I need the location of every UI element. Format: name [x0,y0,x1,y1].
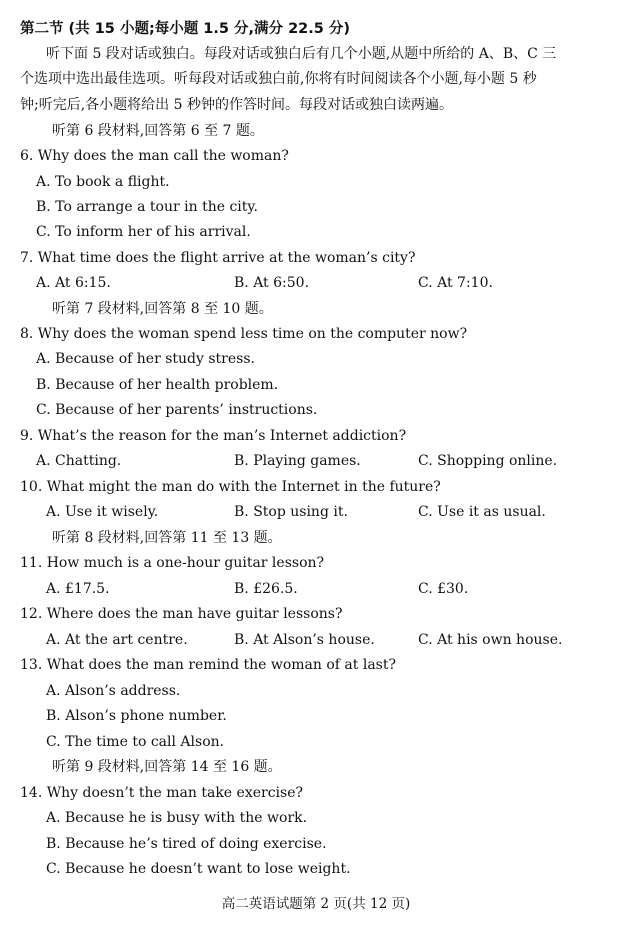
question-stem: 12. Where does the man have guitar lessons? [20,606,343,622]
question-option: A. Chatting. [36,453,122,469]
group-intro: 听第 8 段材料,回答第 11 至 13 题。 [52,530,282,546]
question-option: B. Alson’s phone number. [46,708,227,724]
question-option: B. At Alson’s house. [234,632,375,648]
question-option: B. Playing games. [234,453,361,469]
question-option: B. Stop using it. [234,504,348,520]
question-option: C. At his own house. [418,632,563,648]
question-option: A. £17.5. [46,581,110,597]
question-stem: 7. What time does the flight arrive at the woman’s city? [20,250,416,266]
page-footer: 高二英语试题第 2 页(共 12 页) [221,896,411,912]
group-intro: 听第 6 段材料,回答第 6 至 7 题。 [52,123,264,139]
question-stem: 14. Why doesn’t the man take exercise? [20,785,303,801]
question-stem: 8. Why does the woman spend less time on the computer now? [20,326,468,342]
question-option: C. To inform her of his arrival. [36,224,251,240]
question-option: B. Because of her health problem. [36,377,279,393]
question-option: C. £30. [418,581,469,597]
question-option: A. At the art centre. [46,632,188,648]
question-option: A. At 6:15. [36,275,111,291]
question-option: C. Because he doesn’t want to lose weight. [46,861,351,877]
group-intro: 听第 7 段材料,回答第 8 至 10 题。 [52,301,273,317]
question-option: A. Use it wisely. [46,504,159,520]
question-option: C. At 7:10. [418,275,493,291]
question-stem: 11. How much is a one-hour guitar lesson? [20,555,325,571]
question-option: C. The time to call Alson. [46,734,225,750]
question-option: A. To book a flight. [36,174,170,190]
instructions-line-1: 听下面 5 段对话或独白。每段对话或独白后有几个小题,从题中所给的 A、B、C 三 [46,46,557,62]
question-stem: 10. What might the man do with the Internet in the future? [20,479,441,495]
question-stem: 13. What does the man remind the woman of at last? [20,657,396,673]
group-intro: 听第 9 段材料,回答第 14 至 16 题。 [52,759,282,775]
instructions-line-2: 个选项中选出最佳选项。听每段对话或独白前,你将有时间阅读各个小题,每小题 5 秒 [20,71,537,87]
question-option: A. Alson’s address. [46,683,181,699]
question-stem: 9. What’s the reason for the man’s Internet addiction? [20,428,407,444]
question-option: B. £26.5. [234,581,298,597]
question-stem: 6. Why does the man call the woman? [20,148,289,164]
instructions-line-3: 钟;听完后,各小题将给出 5 秒钟的作答时间。每段对话或独白读两遍。 [20,97,453,113]
question-option: C. Shopping online. [418,453,558,469]
question-option: A. Because of her study stress. [36,351,255,367]
question-option: B. At 6:50. [234,275,310,291]
question-option: A. Because he is busy with the work. [46,810,308,826]
question-option: B. Because he’s tired of doing exercise. [46,836,327,852]
section-title: 第二节 (共 15 小题;每小题 1.5 分,满分 22.5 分) [20,21,351,37]
question-option: C. Because of her parents’ instructions. [36,402,318,418]
question-option: B. To arrange a tour in the city. [36,199,258,215]
question-option: C. Use it as usual. [418,504,546,520]
